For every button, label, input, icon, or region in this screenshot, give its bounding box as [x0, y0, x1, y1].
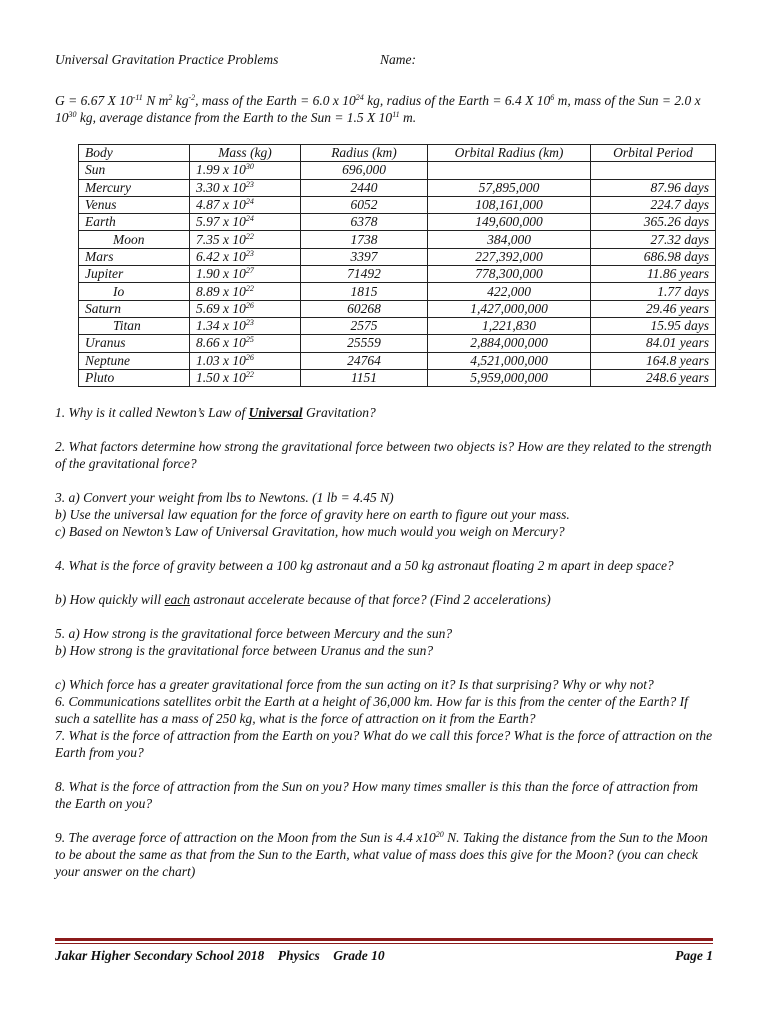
cell-orbital-period: 29.46 years: [591, 300, 716, 317]
cell-mass: [190, 335, 301, 352]
cell-body: Sun: [79, 162, 190, 179]
cell-orbital-radius: 108,161,000: [428, 196, 591, 213]
planet-data-table: [78, 144, 716, 387]
cell-mass: [190, 231, 301, 248]
earth-mass: , mass of the Earth = 6.0 x 10: [195, 93, 356, 108]
mass-mantissa: 5.69 x 10: [196, 300, 246, 316]
question-4b-text: b) How quickly will: [55, 592, 165, 607]
table-header-row: [79, 145, 716, 162]
cell-body: Saturn: [79, 300, 190, 317]
table-row: [79, 283, 716, 300]
question-9: [55, 829, 715, 880]
cell-mass: [190, 179, 301, 196]
distance-unit: m.: [399, 110, 417, 125]
cell-orbital-period: 248.6 years: [591, 369, 716, 386]
mass-exponent: 23: [245, 318, 254, 328]
earth-mass-exponent: 24: [355, 93, 364, 102]
mass-mantissa: 8.66 x 10: [196, 335, 246, 351]
mass-exponent: 27: [245, 266, 254, 276]
header-mass: Mass (kg): [190, 145, 301, 162]
question-3b: b) Use the universal law equation for the force of gravity here on earth to figure out your mass.: [55, 507, 570, 522]
question-2: 2. What factors determine how strong the gravitational force between two objects is? How are they related to the strength of the gravitational force?: [55, 439, 712, 471]
table-row: [79, 352, 716, 369]
cell-orbital-radius: 2,884,000,000: [428, 335, 591, 352]
cell-orbital-radius: 384,000: [428, 231, 591, 248]
question-4b: [55, 591, 715, 608]
worksheet-title: Universal Gravitation Practice Problems: [55, 52, 279, 67]
cell-mass: [190, 196, 301, 213]
cell-radius: 1815: [301, 283, 428, 300]
question-4: 4. What is the force of gravity between a 100 kg astronaut and a 50 kg astronaut floating 2 m apart in deep space?: [55, 558, 674, 573]
table-row: [79, 335, 716, 352]
cell-body: Mercury: [79, 179, 190, 196]
cell-radius: 25559: [301, 335, 428, 352]
mass-mantissa: 1.03 x 10: [196, 352, 246, 368]
earth-radius-exponent: 6: [550, 93, 555, 102]
constants-paragraph: [55, 92, 715, 126]
distance-exponent: 11: [392, 110, 400, 119]
mass-mantissa: 6.42 x 10: [196, 248, 246, 264]
cell-radius: 696,000: [301, 162, 428, 179]
table-row: [79, 248, 716, 265]
question-4b-text-end: astronaut accelerate because of that force? (Find 2 accelerations): [189, 592, 551, 607]
cell-orbital-radius: 1,427,000,000: [428, 300, 591, 317]
cell-orbital-period: 686.98 days: [591, 248, 716, 265]
question-1-text-end: Gravitation?: [302, 405, 376, 420]
cell-mass: [190, 369, 301, 386]
cell-mass: [190, 162, 301, 179]
cell-orbital-period: 87.96 days: [591, 179, 716, 196]
table-row: [79, 231, 716, 248]
mass-mantissa: 1.90 x 10: [196, 266, 246, 282]
table-body: [79, 162, 716, 387]
cell-orbital-period: 365.26 days: [591, 214, 716, 231]
g-constant: G = 6.67 X 10: [55, 93, 133, 108]
table-row: [79, 162, 716, 179]
table-row: [79, 179, 716, 196]
cell-radius: 2440: [301, 179, 428, 196]
header-orbital-radius: Orbital Radius (km): [428, 145, 591, 162]
mass-exponent: 24: [245, 197, 254, 207]
table-row: [79, 266, 716, 283]
question-1-text: 1. Why is it called Newton’s Law of: [55, 405, 249, 420]
question-3c: c) Based on Newton’s Law of Universal Gravitation, how much would you weigh on Mercury?: [55, 524, 565, 539]
question-6: 6. Communications satellites orbit the Earth at a height of 36,000 km. How far is this from the center of the Earth? If such a satellite has a mass of 250 kg, what is the force of attraction on it from the Earth?: [55, 694, 688, 726]
mass-exponent: 23: [245, 179, 254, 189]
mass-exponent: 26: [245, 300, 254, 310]
question-3a: 3. a) Convert your weight from lbs to Newtons. (1 lb = 4.45 N): [55, 490, 394, 505]
cell-orbital-period: 164.8 years: [591, 352, 716, 369]
worksheet-header: [55, 52, 416, 68]
question-9-text-end: N. Taking the distance from the Sun to the Moon to be about the same as that from the Sun to the Earth, what value of mass does this give for the Moon? (you can check your answer on the chart): [55, 830, 708, 879]
cell-body: Jupiter: [79, 266, 190, 283]
mass-mantissa: 1.99 x 10: [196, 162, 246, 178]
cell-mass: [190, 300, 301, 317]
cell-mass: [190, 214, 301, 231]
mass-exponent: 25: [245, 335, 254, 345]
mass-mantissa: 3.30 x 10: [196, 179, 246, 195]
table-row: [79, 300, 716, 317]
cell-radius: 71492: [301, 266, 428, 283]
cell-radius: 60268: [301, 300, 428, 317]
cell-orbital-period: 11.86 years: [591, 266, 716, 283]
cell-radius: 2575: [301, 317, 428, 334]
footer-page-number: Page 1: [675, 948, 713, 963]
mass-mantissa: 8.89 x 10: [196, 283, 246, 299]
table-row: [79, 196, 716, 213]
cell-body: Neptune: [79, 352, 190, 369]
cell-radius: 1738: [301, 231, 428, 248]
header-body: Body: [79, 145, 190, 162]
header-radius: Radius (km): [301, 145, 428, 162]
mass-mantissa: 1.50 x 10: [196, 370, 246, 385]
cell-radius: 1151: [301, 369, 428, 386]
mass-mantissa: 4.87 x 10: [196, 197, 246, 213]
mass-exponent: 22: [245, 370, 254, 379]
cell-body: Uranus: [79, 335, 190, 352]
question-5c: c) Which force has a greater gravitational force from the sun acting on it? Is that surprising? Why or why not?: [55, 677, 654, 692]
cell-orbital-radius: 4,521,000,000: [428, 352, 591, 369]
earth-radius: kg, radius of the Earth = 6.4 X 10: [363, 93, 551, 108]
cell-radius: 3397: [301, 248, 428, 265]
cell-orbital-period: 15.95 days: [591, 317, 716, 334]
question-7: 7. What is the force of attraction from the Earth on you? What do we call this force? What is the force of attraction on the Earth from you?: [55, 728, 713, 760]
cell-body: Moon: [79, 231, 190, 248]
cell-orbital-radius: 5,959,000,000: [428, 369, 591, 386]
mass-exponent: 26: [245, 352, 254, 362]
cell-orbital-radius: 227,392,000: [428, 248, 591, 265]
cell-orbital-period: 1.77 days: [591, 283, 716, 300]
question-8: 8. What is the force of attraction from the Sun on you? How many times smaller is this than the force of attraction from the Earth on you?: [55, 779, 698, 811]
g-unit-exponent: 2: [168, 93, 173, 102]
cell-orbital-radius: 422,000: [428, 283, 591, 300]
cell-radius: 6052: [301, 196, 428, 213]
g-unit: N m: [142, 93, 169, 108]
footer-divider-thick: [55, 938, 713, 941]
question-9-text: 9. The average force of attraction on the Moon from the Sun is 4.4 x10: [55, 830, 436, 845]
cell-body: Venus: [79, 196, 190, 213]
earth-sun-distance: kg, average distance from the Earth to the Sun = 1.5 X 10: [76, 110, 393, 125]
footer-school: Jakar Higher Secondary School 2018 Physics Grade 10: [55, 948, 385, 963]
sun-mass-exponent: 30: [68, 110, 77, 119]
mass-mantissa: 1.34 x 10: [196, 318, 246, 334]
question-5a: 5. a) How strong is the gravitational force between Mercury and the sun?: [55, 626, 453, 641]
cell-mass: [190, 248, 301, 265]
cell-body: Pluto: [79, 369, 190, 386]
cell-orbital-period: 27.32 days: [591, 231, 716, 248]
mass-mantissa: 5.97 x 10: [196, 214, 246, 230]
cell-orbital-period: 84.01 years: [591, 335, 716, 352]
cell-mass: [190, 317, 301, 334]
cell-body: Titan: [79, 317, 190, 334]
cell-orbital-radius: 149,600,000: [428, 214, 591, 231]
cell-orbital-radius: 1,221,830: [428, 317, 591, 334]
cell-radius: 6378: [301, 214, 428, 231]
g-exponent: -11: [132, 93, 143, 102]
question-9-exponent: 20: [435, 830, 444, 839]
cell-body: Mars: [79, 248, 190, 265]
cell-radius: 24764: [301, 352, 428, 369]
mass-exponent: 23: [245, 248, 254, 258]
g-unit-kg: kg: [172, 93, 189, 108]
footer-divider-thin: [55, 943, 713, 944]
emphasis-universal: Universal: [248, 405, 303, 420]
question-1: [55, 404, 715, 421]
g-unit-kg-exponent: -2: [188, 93, 196, 102]
cell-orbital-period: [591, 162, 716, 179]
cell-orbital-radius: 778,300,000: [428, 266, 591, 283]
name-label: Name:: [380, 52, 416, 67]
cell-orbital-radius: [428, 162, 591, 179]
mass-exponent: 22: [245, 283, 254, 293]
cell-mass: [190, 266, 301, 283]
mass-exponent: 24: [245, 214, 254, 224]
table-row: [79, 369, 716, 386]
mass-exponent: 22: [245, 231, 254, 241]
mass-mantissa: 7.35 x 10: [196, 231, 246, 247]
cell-mass: [190, 283, 301, 300]
header-orbital-period: Orbital Period: [591, 145, 716, 162]
table-row: [79, 214, 716, 231]
cell-body: Earth: [79, 214, 190, 231]
table-row: [79, 317, 716, 334]
sun-mass: m, mass of the Sun = 2.0 x 10: [55, 93, 701, 125]
cell-mass: [190, 352, 301, 369]
cell-orbital-period: 224.7 days: [591, 196, 716, 213]
mass-exponent: 30: [245, 162, 254, 172]
emphasis-each: each: [164, 592, 190, 607]
cell-orbital-radius: 57,895,000: [428, 179, 591, 196]
cell-body: Io: [79, 283, 190, 300]
questions-section: [55, 404, 715, 880]
question-5b: b) How strong is the gravitational force between Uranus and the sun?: [55, 643, 434, 658]
